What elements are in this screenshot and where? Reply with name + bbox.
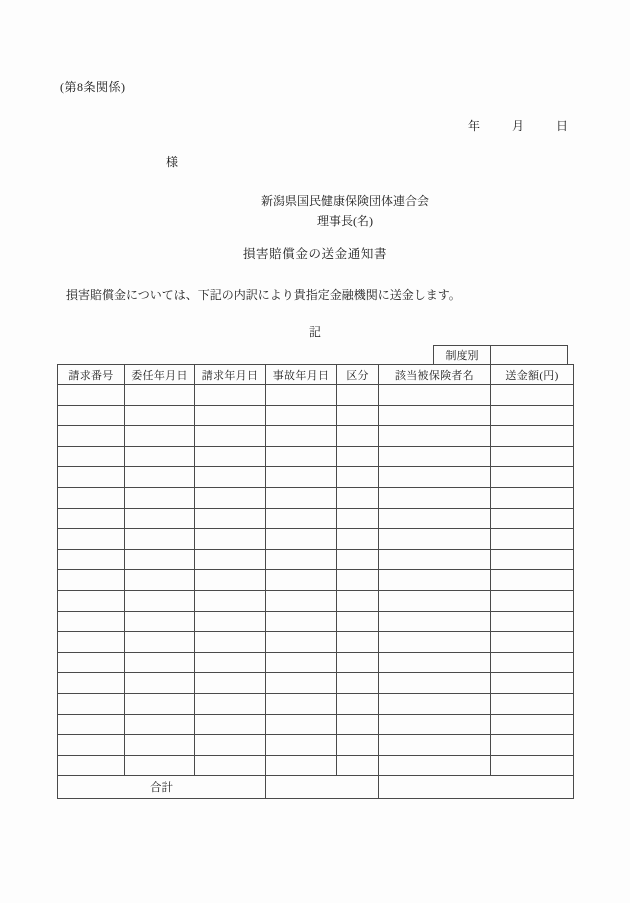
cell-jiko-nengappi[interactable] bbox=[266, 611, 337, 632]
cell-seikyu-bango[interactable] bbox=[58, 632, 125, 653]
table-row bbox=[58, 693, 574, 714]
table-row bbox=[58, 570, 574, 591]
cell-seikyu-nengappi[interactable] bbox=[195, 611, 266, 632]
cell-kubun[interactable] bbox=[337, 714, 379, 735]
cell-sokingaku[interactable] bbox=[491, 487, 574, 508]
remittance-table bbox=[57, 364, 574, 799]
body-text: 損害賠償金については、下記の内訳により貴指定金融機関に送金します。 bbox=[66, 288, 461, 302]
table-row bbox=[58, 652, 574, 673]
cell-sokingaku[interactable] bbox=[491, 755, 574, 776]
cell-seikyu-nengappi[interactable] bbox=[195, 529, 266, 550]
cell-inin-nengappi[interactable] bbox=[125, 446, 195, 467]
article-reference: (第8条関係) bbox=[60, 80, 126, 94]
cell-hihokensha-mei[interactable] bbox=[379, 714, 491, 735]
cell-kubun[interactable] bbox=[337, 632, 379, 653]
cell-inin-nengappi[interactable] bbox=[125, 673, 195, 694]
cell-sokingaku[interactable] bbox=[491, 385, 574, 406]
cell-hihokensha-mei[interactable] bbox=[379, 632, 491, 653]
cell-seikyu-nengappi[interactable] bbox=[195, 735, 266, 756]
cell-sokingaku[interactable] bbox=[491, 467, 574, 488]
table-row bbox=[58, 611, 574, 632]
cell-seikyu-bango[interactable] bbox=[58, 508, 125, 529]
date-month-label: 月 bbox=[511, 119, 524, 133]
table-row bbox=[58, 487, 574, 508]
cell-sokingaku[interactable] bbox=[491, 529, 574, 550]
cell-sokingaku[interactable] bbox=[491, 508, 574, 529]
cell-jiko-nengappi[interactable] bbox=[266, 714, 337, 735]
cell-hihokensha-mei[interactable] bbox=[379, 467, 491, 488]
cell-seikyu-bango[interactable] bbox=[58, 570, 125, 591]
table-row bbox=[58, 529, 574, 550]
seido-betsu-label: 制度別 bbox=[434, 346, 491, 364]
cell-jiko-nengappi[interactable] bbox=[266, 508, 337, 529]
column-header-hihokensha-mei: 該当被保険者名 bbox=[379, 365, 491, 385]
table-row bbox=[58, 714, 574, 735]
cell-inin-nengappi[interactable] bbox=[125, 755, 195, 776]
cell-jiko-nengappi[interactable] bbox=[266, 632, 337, 653]
cell-seikyu-bango[interactable] bbox=[58, 590, 125, 611]
table-row bbox=[58, 446, 574, 467]
cell-inin-nengappi[interactable] bbox=[125, 487, 195, 508]
table-row bbox=[58, 673, 574, 694]
cell-inin-nengappi[interactable] bbox=[125, 508, 195, 529]
date-line bbox=[0, 117, 568, 134]
cell-kubun[interactable] bbox=[337, 405, 379, 426]
cell-jiko-nengappi[interactable] bbox=[266, 426, 337, 447]
cell-hihokensha-mei[interactable] bbox=[379, 652, 491, 673]
cell-seikyu-nengappi[interactable] bbox=[195, 385, 266, 406]
cell-sokingaku[interactable] bbox=[491, 693, 574, 714]
cell-seikyu-nengappi[interactable] bbox=[195, 426, 266, 447]
cell-inin-nengappi[interactable] bbox=[125, 693, 195, 714]
cell-inin-nengappi[interactable] bbox=[125, 590, 195, 611]
table-row bbox=[58, 549, 574, 570]
cell-inin-nengappi[interactable] bbox=[125, 405, 195, 426]
date-day-label: 日 bbox=[555, 119, 568, 133]
cell-inin-nengappi[interactable] bbox=[125, 570, 195, 591]
cell-jiko-nengappi[interactable] bbox=[266, 693, 337, 714]
cell-seikyu-bango[interactable] bbox=[58, 487, 125, 508]
cell-kubun[interactable] bbox=[337, 529, 379, 550]
cell-inin-nengappi[interactable] bbox=[125, 632, 195, 653]
issuer-block bbox=[0, 191, 630, 231]
cell-inin-nengappi[interactable] bbox=[125, 529, 195, 550]
cell-sokingaku[interactable] bbox=[491, 570, 574, 591]
cell-kubun[interactable] bbox=[337, 426, 379, 447]
cell-seikyu-bango[interactable] bbox=[58, 467, 125, 488]
cell-kubun[interactable] bbox=[337, 508, 379, 529]
column-header-kubun: 区分 bbox=[337, 365, 379, 385]
cell-jiko-nengappi[interactable] bbox=[266, 735, 337, 756]
cell-kubun[interactable] bbox=[337, 693, 379, 714]
cell-sokingaku[interactable] bbox=[491, 590, 574, 611]
table-row bbox=[58, 590, 574, 611]
cell-seikyu-nengappi[interactable] bbox=[195, 446, 266, 467]
cell-jiko-nengappi[interactable] bbox=[266, 405, 337, 426]
cell-seikyu-nengappi[interactable] bbox=[195, 652, 266, 673]
cell-kubun[interactable] bbox=[337, 673, 379, 694]
column-header-jiko-nengappi: 事故年月日 bbox=[266, 365, 337, 385]
cell-inin-nengappi[interactable] bbox=[125, 714, 195, 735]
cell-seikyu-bango[interactable] bbox=[58, 735, 125, 756]
cell-seikyu-bango[interactable] bbox=[58, 652, 125, 673]
cell-seikyu-nengappi[interactable] bbox=[195, 755, 266, 776]
cell-kubun[interactable] bbox=[337, 755, 379, 776]
cell-jiko-nengappi[interactable] bbox=[266, 529, 337, 550]
cell-hihokensha-mei[interactable] bbox=[379, 405, 491, 426]
cell-seikyu-nengappi[interactable] bbox=[195, 693, 266, 714]
cell-kubun[interactable] bbox=[337, 652, 379, 673]
cell-jiko-nengappi[interactable] bbox=[266, 590, 337, 611]
cell-sokingaku[interactable] bbox=[491, 652, 574, 673]
cell-hihokensha-mei[interactable] bbox=[379, 487, 491, 508]
cell-seikyu-nengappi[interactable] bbox=[195, 405, 266, 426]
cell-kubun[interactable] bbox=[337, 385, 379, 406]
cell-hihokensha-mei[interactable] bbox=[379, 385, 491, 406]
cell-sokingaku[interactable] bbox=[491, 632, 574, 653]
cell-jiko-nengappi[interactable] bbox=[266, 385, 337, 406]
cell-seikyu-bango[interactable] bbox=[58, 673, 125, 694]
cell-sokingaku[interactable] bbox=[491, 549, 574, 570]
cell-hihokensha-mei[interactable] bbox=[379, 446, 491, 467]
date-year-label: 年 bbox=[467, 119, 480, 133]
cell-inin-nengappi[interactable] bbox=[125, 735, 195, 756]
cell-hihokensha-mei[interactable] bbox=[379, 549, 491, 570]
cell-seikyu-nengappi[interactable] bbox=[195, 508, 266, 529]
table-row bbox=[58, 385, 574, 406]
cell-jiko-nengappi[interactable] bbox=[266, 446, 337, 467]
cell-jiko-nengappi[interactable] bbox=[266, 487, 337, 508]
cell-hihokensha-mei[interactable] bbox=[379, 426, 491, 447]
ki-mark: 記 bbox=[308, 325, 321, 339]
cell-sokingaku[interactable] bbox=[491, 446, 574, 467]
cell-hihokensha-mei[interactable] bbox=[379, 590, 491, 611]
cell-hihokensha-mei[interactable] bbox=[379, 693, 491, 714]
column-header-sokingaku: 送金額(円) bbox=[491, 365, 574, 385]
cell-hihokensha-mei[interactable] bbox=[379, 611, 491, 632]
cell-hihokensha-mei[interactable] bbox=[379, 508, 491, 529]
cell-seikyu-nengappi[interactable] bbox=[195, 487, 266, 508]
table-footer-row bbox=[58, 776, 574, 799]
cell-sokingaku[interactable] bbox=[491, 735, 574, 756]
cell-kubun[interactable] bbox=[337, 590, 379, 611]
cell-seikyu-nengappi[interactable] bbox=[195, 570, 266, 591]
cell-seikyu-bango[interactable] bbox=[58, 446, 125, 467]
cell-inin-nengappi[interactable] bbox=[125, 549, 195, 570]
cell-jiko-nengappi[interactable] bbox=[266, 467, 337, 488]
cell-seikyu-bango[interactable] bbox=[58, 549, 125, 570]
table-row bbox=[58, 405, 574, 426]
cell-hihokensha-mei[interactable] bbox=[379, 570, 491, 591]
column-header-seikyu-bango: 請求番号 bbox=[58, 365, 125, 385]
cell-kubun[interactable] bbox=[337, 467, 379, 488]
cell-hihokensha-mei[interactable] bbox=[379, 673, 491, 694]
table-row bbox=[58, 632, 574, 653]
table-row bbox=[58, 755, 574, 776]
cell-seikyu-bango[interactable] bbox=[58, 693, 125, 714]
cell-hihokensha-mei[interactable] bbox=[379, 755, 491, 776]
cell-inin-nengappi[interactable] bbox=[125, 385, 195, 406]
cell-seikyu-bango[interactable] bbox=[58, 529, 125, 550]
seido-betsu-value[interactable] bbox=[491, 346, 567, 364]
table-row bbox=[58, 426, 574, 447]
cell-sokingaku[interactable] bbox=[491, 426, 574, 447]
addressee-honorific: 様 bbox=[166, 155, 179, 169]
cell-seikyu-nengappi[interactable] bbox=[195, 467, 266, 488]
document-title: 損害賠償金の送金通知書 bbox=[242, 247, 388, 261]
cell-jiko-nengappi[interactable] bbox=[266, 549, 337, 570]
cell-jiko-nengappi[interactable] bbox=[266, 652, 337, 673]
cell-seikyu-bango[interactable] bbox=[58, 611, 125, 632]
cell-seikyu-nengappi[interactable] bbox=[195, 549, 266, 570]
cell-seikyu-bango[interactable] bbox=[58, 755, 125, 776]
cell-kubun[interactable] bbox=[337, 549, 379, 570]
table-body bbox=[58, 385, 574, 776]
seido-betsu-box bbox=[433, 345, 568, 364]
total-label: 合計 bbox=[58, 776, 266, 799]
cell-sokingaku[interactable] bbox=[491, 673, 574, 694]
cell-jiko-nengappi[interactable] bbox=[266, 673, 337, 694]
cell-jiko-nengappi[interactable] bbox=[266, 755, 337, 776]
cell-kubun[interactable] bbox=[337, 570, 379, 591]
table-header-row bbox=[58, 365, 574, 385]
cell-seikyu-bango[interactable] bbox=[58, 405, 125, 426]
cell-seikyu-nengappi[interactable] bbox=[195, 632, 266, 653]
cell-seikyu-nengappi[interactable] bbox=[195, 714, 266, 735]
issuer-role: 理事長(名) bbox=[317, 214, 373, 228]
cell-hihokensha-mei[interactable] bbox=[379, 735, 491, 756]
cell-seikyu-nengappi[interactable] bbox=[195, 590, 266, 611]
cell-sokingaku[interactable] bbox=[491, 611, 574, 632]
column-header-seikyu-nengappi: 請求年月日 bbox=[195, 365, 266, 385]
cell-kubun[interactable] bbox=[337, 446, 379, 467]
column-header-inin-nengappi: 委任年月日 bbox=[125, 365, 195, 385]
cell-kubun[interactable] bbox=[337, 487, 379, 508]
cell-sokingaku[interactable] bbox=[491, 405, 574, 426]
table-row bbox=[58, 508, 574, 529]
cell-sokingaku[interactable] bbox=[491, 714, 574, 735]
cell-seikyu-bango[interactable] bbox=[58, 426, 125, 447]
total-middle-cell[interactable] bbox=[266, 776, 379, 799]
cell-hihokensha-mei[interactable] bbox=[379, 529, 491, 550]
total-amount-cell[interactable] bbox=[379, 776, 574, 799]
cell-seikyu-bango[interactable] bbox=[58, 714, 125, 735]
cell-kubun[interactable] bbox=[337, 735, 379, 756]
table-row bbox=[58, 467, 574, 488]
cell-inin-nengappi[interactable] bbox=[125, 467, 195, 488]
cell-inin-nengappi[interactable] bbox=[125, 652, 195, 673]
cell-jiko-nengappi[interactable] bbox=[266, 570, 337, 591]
cell-seikyu-bango[interactable] bbox=[58, 385, 125, 406]
cell-kubun[interactable] bbox=[337, 611, 379, 632]
table-row bbox=[58, 735, 574, 756]
issuer-organization: 新潟県国民健康保険団体連合会 bbox=[260, 194, 429, 208]
cell-inin-nengappi[interactable] bbox=[125, 611, 195, 632]
cell-seikyu-nengappi[interactable] bbox=[195, 673, 266, 694]
cell-inin-nengappi[interactable] bbox=[125, 426, 195, 447]
